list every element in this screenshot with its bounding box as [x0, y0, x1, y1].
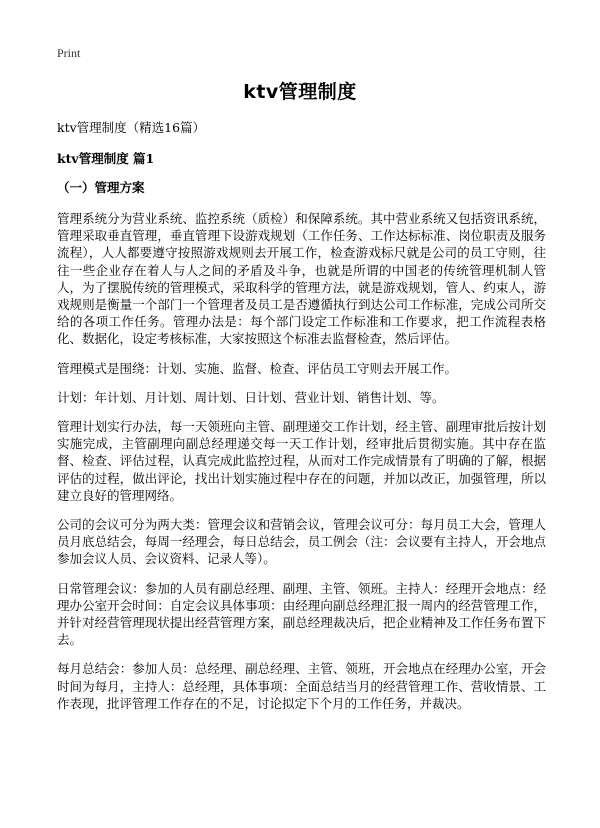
document-subtitle: ktv管理制度（精选16篇）: [57, 120, 206, 135]
paragraph: 管理计划实行办法，每一天领班向主管、副理递交工作计划，经主管、副理审批后按计划实施完成，主管副理向副总经理递交每一天工作计划，经审批后贯彻实施。其中存在监督、检查、评估过程，认真完成此监控过程，从而对工作完成情景有了明确的了解，根据评估的过程，做出评论，找出计划实施过程中存在的问题，并加以改正，加强管理，所以建立良好的管理网络。: [57, 419, 546, 503]
paragraph: 计划：年计划、月计划、周计划、日计划、营业计划、销售计划、等。: [57, 389, 445, 405]
paragraph: 公司的会议可分为两大类：管理会议和营销会议，管理会议可分：每月员工大会，管理人员月底总结会，每周一经理会，每日总结会，员工例会（注：会议要有主持人，开会地点参加会议人员、会议资料、记录人等）。: [57, 517, 546, 567]
section-heading: ktv管理制度 篇1: [57, 151, 155, 166]
paragraph: 管理模式是围绕：计划、实施、监督、检查、评估员工守则去开展工作。: [57, 360, 458, 376]
sub-heading: （一）管理方案: [57, 180, 145, 195]
print-label: Print: [57, 46, 81, 60]
page-title: ktv管理制度: [243, 81, 357, 103]
paragraph: 管理系统分为营业系统、监控系统（质检）和保障系统。其中营业系统又包括资讯系统，管理采取垂直管理，垂直管理下设游戏规划（工作任务、工作达标标准、岗位职责及服务流程），人人都要遵守按照游戏规则去开展工作，检查游戏标尺就是公司的员工守则，往往一些企业存在着人与人之间的矛盾及斗争，也就是所谓的中国老的传统管理机制人管人，为了摆脱传统的管理模式，采取科学的管理方法，就是游戏规划，管人、约束人，游戏规则是衡量一个部门一个管理者及员工是否遵循执行到达公司工作标准，完成公司所交给的各项工作任务。管理办法是：每个部门设定工作标准和工作要求，把工作流程表格化、数据化，设定考核标准，大家按照这个标准去监督检查，然后评估。: [57, 211, 546, 347]
paragraph: 每月总结会：参加人员：总经理、副总经理、主管、领班，开会地点在经理办公室，开会时间为每月，主持人：总经理，具体事项：全面总结当月的经营管理工作、营收情景、工作表现，批评管理工作存在的不足，讨论拟定下个月的工作任务，并裁决。: [57, 661, 546, 711]
paragraph: 日常管理会议：参加的人员有副总经理、副理、主管、领班。主持人：经理开会地点：经理办公室开会时间：自定会议具体事项：由经理向副总经理汇报一周内的经营管理工作，并针对经营管理现状提出经营管理方案，副总经理裁决后，把企业精神及工作任务布置下去。: [57, 580, 546, 648]
document-body: [57, 210, 546, 724]
